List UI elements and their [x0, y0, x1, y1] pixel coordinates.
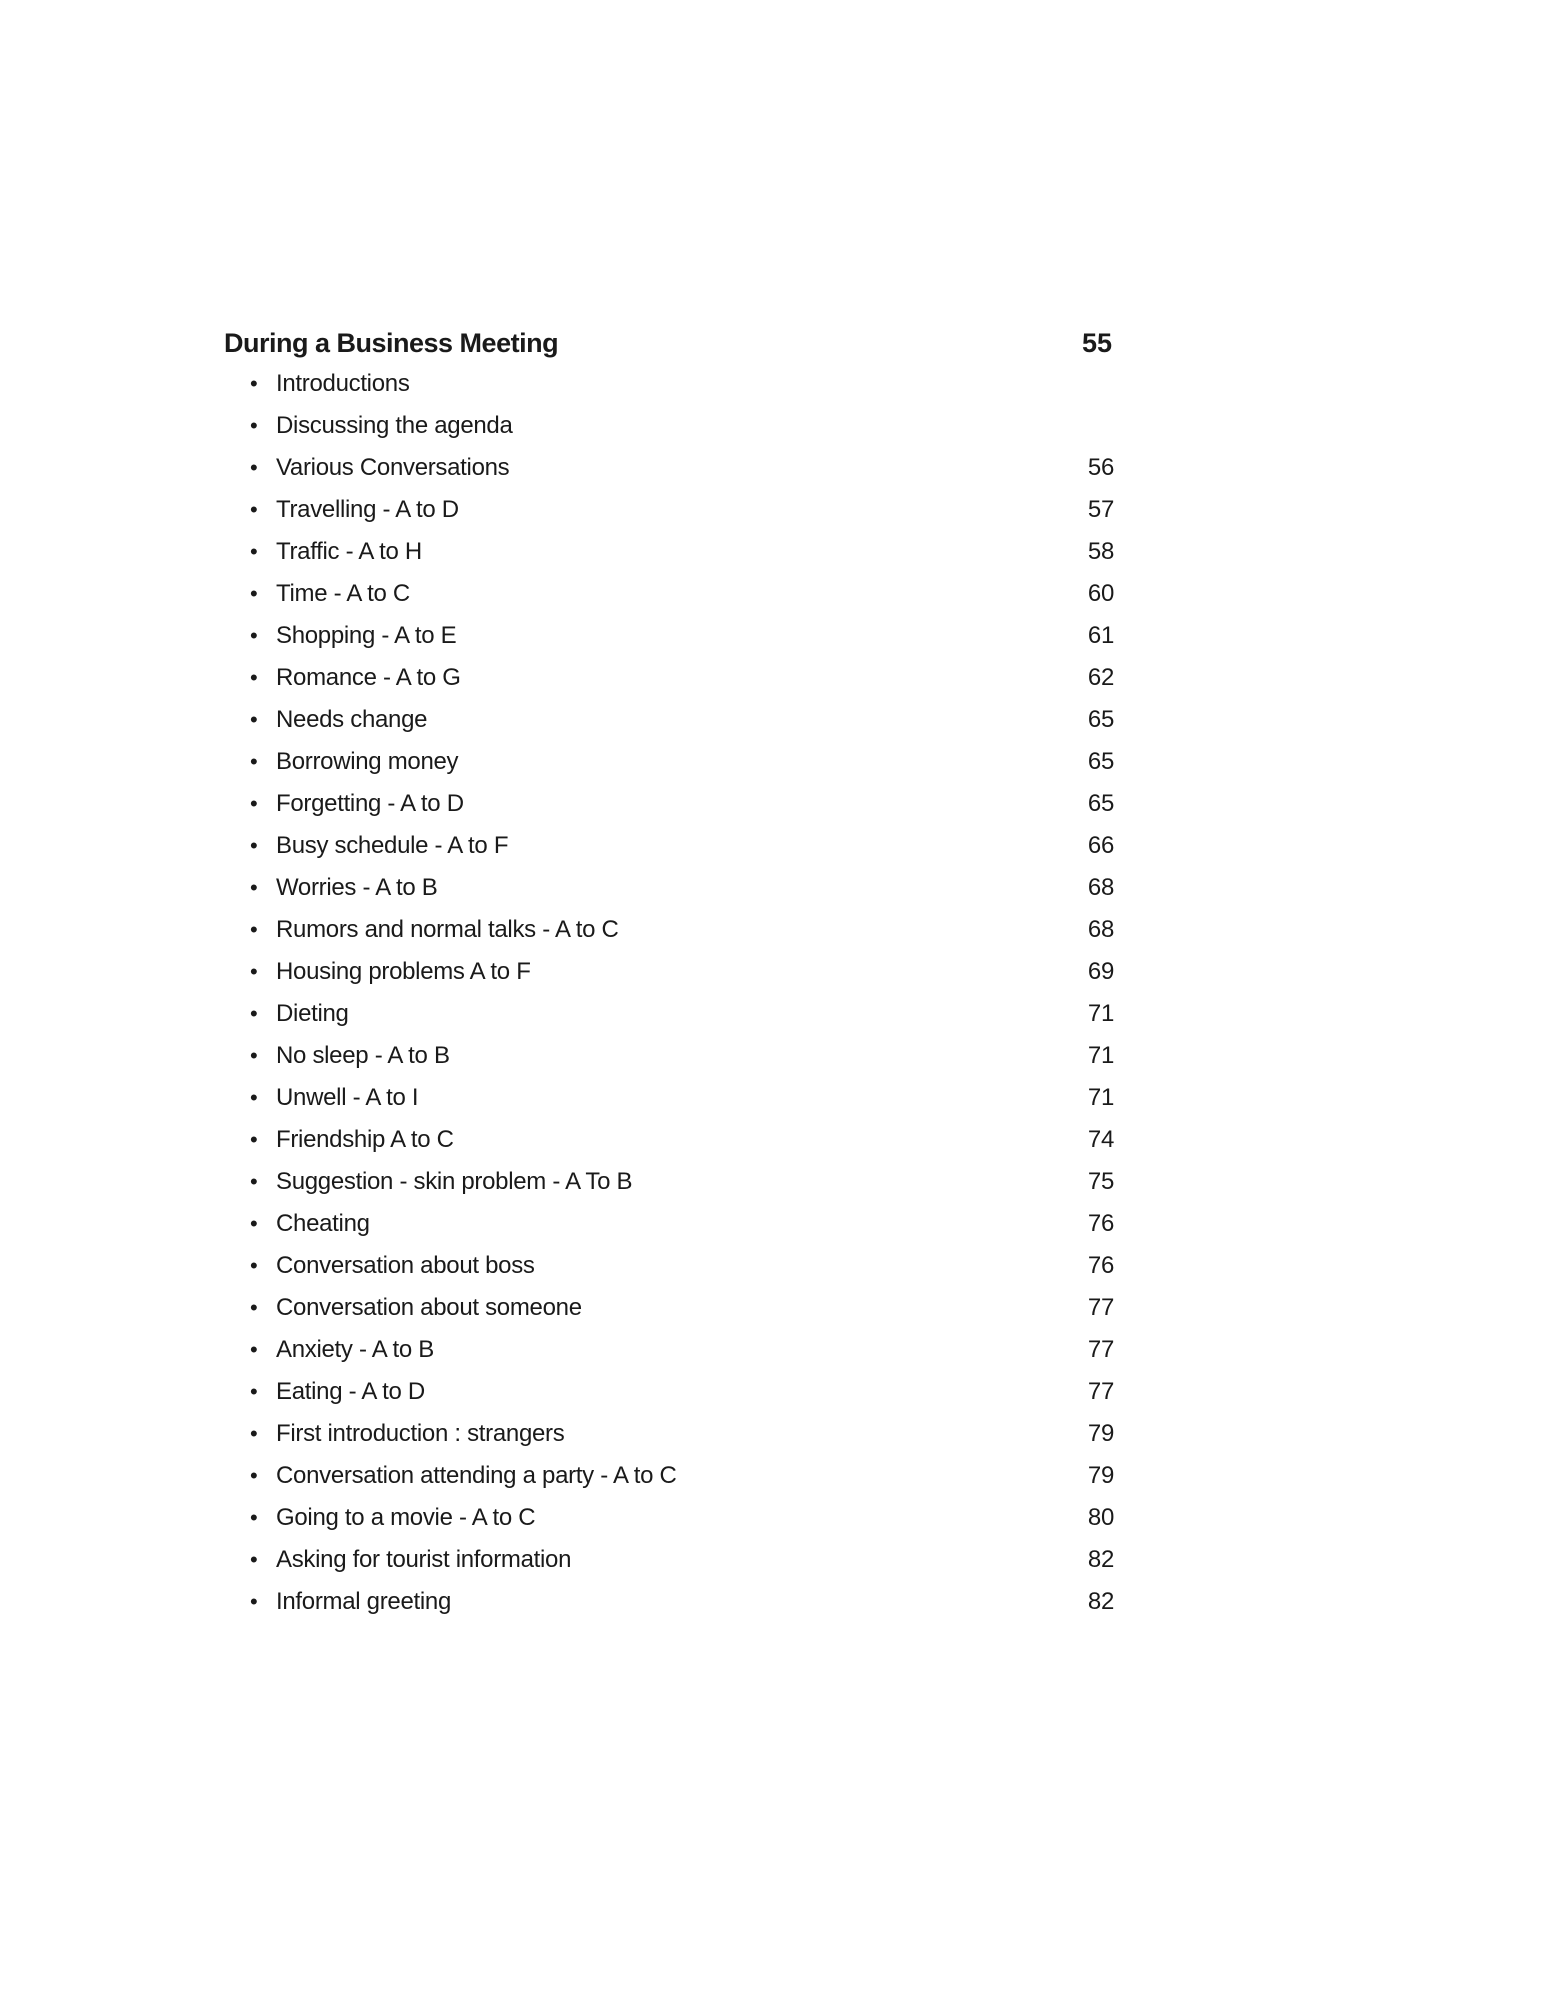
toc-entry-page-number: 60	[1087, 580, 1114, 607]
toc-entry-page-number: 65	[1087, 790, 1114, 817]
toc-entry-page-number: 77	[1087, 1336, 1114, 1363]
toc-entry	[224, 664, 1116, 706]
bullet-icon: •	[250, 1169, 258, 1194]
toc-entry-title: Introductions	[276, 370, 410, 397]
toc-entry-page-number: 62	[1087, 664, 1114, 691]
bullet-icon: •	[250, 1295, 258, 1320]
toc-entry	[224, 1042, 1116, 1084]
toc-entry-page-number: 71	[1087, 1042, 1114, 1069]
toc-entry	[224, 1126, 1116, 1168]
bullet-icon: •	[250, 791, 258, 816]
toc-entry-title: Traffic - A to H	[276, 538, 422, 565]
toc-entry	[224, 790, 1116, 832]
bullet-icon: •	[250, 1253, 258, 1278]
toc-entry	[224, 832, 1116, 874]
toc-entry	[224, 1252, 1116, 1294]
toc-entry-title: Unwell - A to I	[276, 1084, 419, 1111]
toc-entry	[224, 1294, 1116, 1336]
toc-entry-page-number: 76	[1087, 1210, 1114, 1237]
section-page-number: 55	[1081, 328, 1112, 358]
toc-entry-title: Friendship A to C	[276, 1126, 454, 1153]
bullet-icon: •	[250, 749, 258, 774]
toc-entry-list	[224, 370, 1116, 1630]
toc-entry-title: Informal greeting	[276, 1588, 451, 1615]
toc-entry	[224, 454, 1116, 496]
toc-entry-title: Asking for tourist information	[276, 1546, 572, 1573]
toc-entry	[224, 1588, 1116, 1630]
bullet-icon: •	[250, 581, 258, 606]
toc-entry-page-number: 82	[1087, 1588, 1114, 1615]
toc-entry-title: Travelling - A to D	[276, 496, 459, 523]
toc-entry-page-number: 65	[1087, 748, 1114, 775]
toc-entry	[224, 538, 1116, 580]
toc-entry	[224, 622, 1116, 664]
toc-entry-title: Anxiety - A to B	[276, 1336, 434, 1363]
bullet-icon: •	[250, 1547, 258, 1572]
toc-entry	[224, 958, 1116, 1000]
toc-entry	[224, 370, 1116, 412]
toc-entry-page-number: 58	[1087, 538, 1114, 565]
toc-entry-title: Time - A to C	[276, 580, 410, 607]
toc-entry-page-number: 74	[1087, 1126, 1114, 1153]
bullet-icon: •	[250, 497, 258, 522]
toc-entry-title: Conversation about boss	[276, 1252, 535, 1279]
toc-entry	[224, 1420, 1116, 1462]
toc-entry-page-number: 71	[1087, 1000, 1114, 1027]
toc-entry	[224, 706, 1116, 748]
section-title: During a Business Meeting	[224, 328, 559, 358]
toc-entry-page-number: 77	[1087, 1294, 1114, 1321]
toc-entry-page-number: 76	[1087, 1252, 1114, 1279]
toc-entry-page-number: 68	[1087, 916, 1114, 943]
toc-entry-title: Conversation attending a party - A to C	[276, 1462, 677, 1489]
bullet-icon: •	[250, 539, 258, 564]
toc-entry-page-number: 82	[1087, 1546, 1114, 1573]
bullet-icon: •	[250, 1127, 258, 1152]
toc-entry	[224, 1504, 1116, 1546]
toc-entry-title: Various Conversations	[276, 454, 510, 481]
toc-entry-page-number: 61	[1087, 622, 1114, 649]
toc-section-heading	[224, 328, 1116, 370]
toc-entry-title: First introduction : strangers	[276, 1420, 565, 1447]
bullet-icon: •	[250, 623, 258, 648]
bullet-icon: •	[250, 1337, 258, 1362]
toc-entry	[224, 496, 1116, 538]
toc-entry-page-number: 66	[1087, 832, 1114, 859]
toc-entry-page-number: 77	[1087, 1378, 1114, 1405]
bullet-icon: •	[250, 1505, 258, 1530]
toc-entry-page-number: 80	[1087, 1504, 1114, 1531]
bullet-icon: •	[250, 1379, 258, 1404]
toc-entry-page-number: 68	[1087, 874, 1114, 901]
toc-entry	[224, 1546, 1116, 1588]
bullet-icon: •	[250, 959, 258, 984]
toc-entry-title: Suggestion - skin problem - A To B	[276, 1168, 633, 1195]
toc-entry	[224, 1336, 1116, 1378]
bullet-icon: •	[250, 1589, 258, 1614]
bullet-icon: •	[250, 1211, 258, 1236]
bullet-icon: •	[250, 455, 258, 480]
toc-entry	[224, 916, 1116, 958]
toc-entry-title: Borrowing money	[276, 748, 459, 775]
toc-entry-title: Discussing the agenda	[276, 412, 513, 439]
toc-entry-title: Conversation about someone	[276, 1294, 582, 1321]
toc-entry	[224, 1084, 1116, 1126]
toc-entry-title: Cheating	[276, 1210, 370, 1237]
toc-entry-page-number: 69	[1087, 958, 1114, 985]
toc-entry	[224, 1210, 1116, 1252]
toc-entry	[224, 748, 1116, 790]
toc-entry-title: No sleep - A to B	[276, 1042, 450, 1069]
toc-entry-page-number: 75	[1087, 1168, 1114, 1195]
bullet-icon: •	[250, 665, 258, 690]
toc-entry-title: Needs change	[276, 706, 428, 733]
bullet-icon: •	[250, 707, 258, 732]
toc-entry	[224, 580, 1116, 622]
toc-entry-title: Eating - A to D	[276, 1378, 425, 1405]
toc-entry-page-number: 79	[1087, 1462, 1114, 1489]
bullet-icon: •	[250, 875, 258, 900]
toc-entry-title: Busy schedule - A to F	[276, 832, 509, 859]
bullet-icon: •	[250, 371, 258, 396]
table-of-contents	[224, 328, 1116, 1630]
bullet-icon: •	[250, 1001, 258, 1026]
toc-entry-title: Housing problems A to F	[276, 958, 531, 985]
toc-entry	[224, 874, 1116, 916]
bullet-icon: •	[250, 1085, 258, 1110]
toc-entry-title: Dieting	[276, 1000, 349, 1027]
bullet-icon: •	[250, 1421, 258, 1446]
toc-entry-page-number: 56	[1087, 454, 1114, 481]
toc-entry-page-number: 65	[1087, 706, 1114, 733]
toc-entry	[224, 412, 1116, 454]
toc-entry-title: Romance - A to G	[276, 664, 461, 691]
bullet-icon: •	[250, 833, 258, 858]
toc-entry-title: Forgetting - A to D	[276, 790, 464, 817]
toc-entry	[224, 1462, 1116, 1504]
toc-entry-title: Rumors and normal talks - A to C	[276, 916, 619, 943]
toc-entry	[224, 1168, 1116, 1210]
toc-entry-page-number: 79	[1087, 1420, 1114, 1447]
toc-entry-title: Shopping - A to E	[276, 622, 457, 649]
toc-entry	[224, 1000, 1116, 1042]
toc-entry-title: Worries - A to B	[276, 874, 438, 901]
bullet-icon: •	[250, 917, 258, 942]
toc-entry-title: Going to a movie - A to C	[276, 1504, 536, 1531]
toc-entry-page-number: 57	[1087, 496, 1114, 523]
toc-entry-page-number: 71	[1087, 1084, 1114, 1111]
bullet-icon: •	[250, 1043, 258, 1068]
bullet-icon: •	[250, 1463, 258, 1488]
bullet-icon: •	[250, 413, 258, 438]
toc-entry	[224, 1378, 1116, 1420]
